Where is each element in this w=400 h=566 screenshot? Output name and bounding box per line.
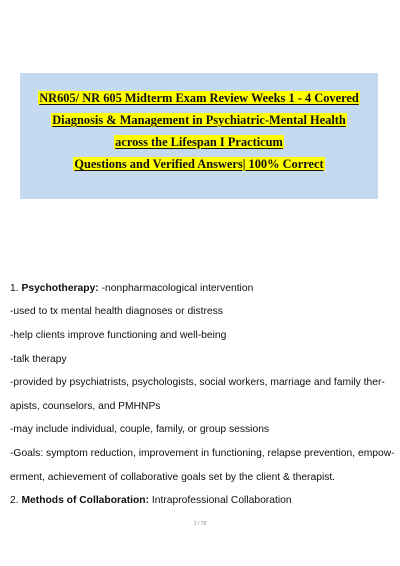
item-2-term: Methods of Collaboration:	[21, 495, 150, 506]
body-line: -Goals: symptom reduction, improvement in functioning, relapse prevention, empow-	[10, 448, 395, 459]
item-1-term: Psychotherapy:	[21, 283, 99, 294]
body-line: apists, counselors, and PMHNPs	[10, 401, 161, 412]
item-1-number: 1.	[10, 283, 19, 294]
body-line: -provided by psychiatrists, psychologists, social workers, marriage and family ther-	[10, 377, 385, 388]
item-2-definition: Intraprofessional Collaboration	[151, 495, 292, 506]
title-line-2: Diagnosis & Management in Psychiatric-Mental Health	[52, 113, 346, 127]
title-line-4: Questions and Verified Answers| 100% Correct	[74, 157, 324, 171]
title-box	[20, 73, 378, 199]
title-line-1: NR605/ NR 605 Midterm Exam Review Weeks 1 - 4 Covered	[39, 91, 359, 105]
item-1-definition: -nonpharmacological intervention	[101, 283, 254, 294]
page-number: 1 / 78	[193, 521, 207, 527]
body-line: -may include individual, couple, family, or group sessions	[10, 424, 270, 435]
body-line: -talk therapy	[10, 354, 67, 365]
title-line-3: across the Lifespan I Practicum	[115, 135, 283, 149]
item-2-number: 2.	[10, 495, 19, 506]
item-2-heading	[10, 494, 292, 508]
body-line: -help clients improve functioning and well-being	[10, 330, 227, 341]
body-line: erment, achievement of collaborative goals set by the client & therapist.	[10, 472, 336, 483]
body-line: -used to tx mental health diagnoses or distress	[10, 306, 223, 317]
item-1-heading	[10, 282, 253, 296]
